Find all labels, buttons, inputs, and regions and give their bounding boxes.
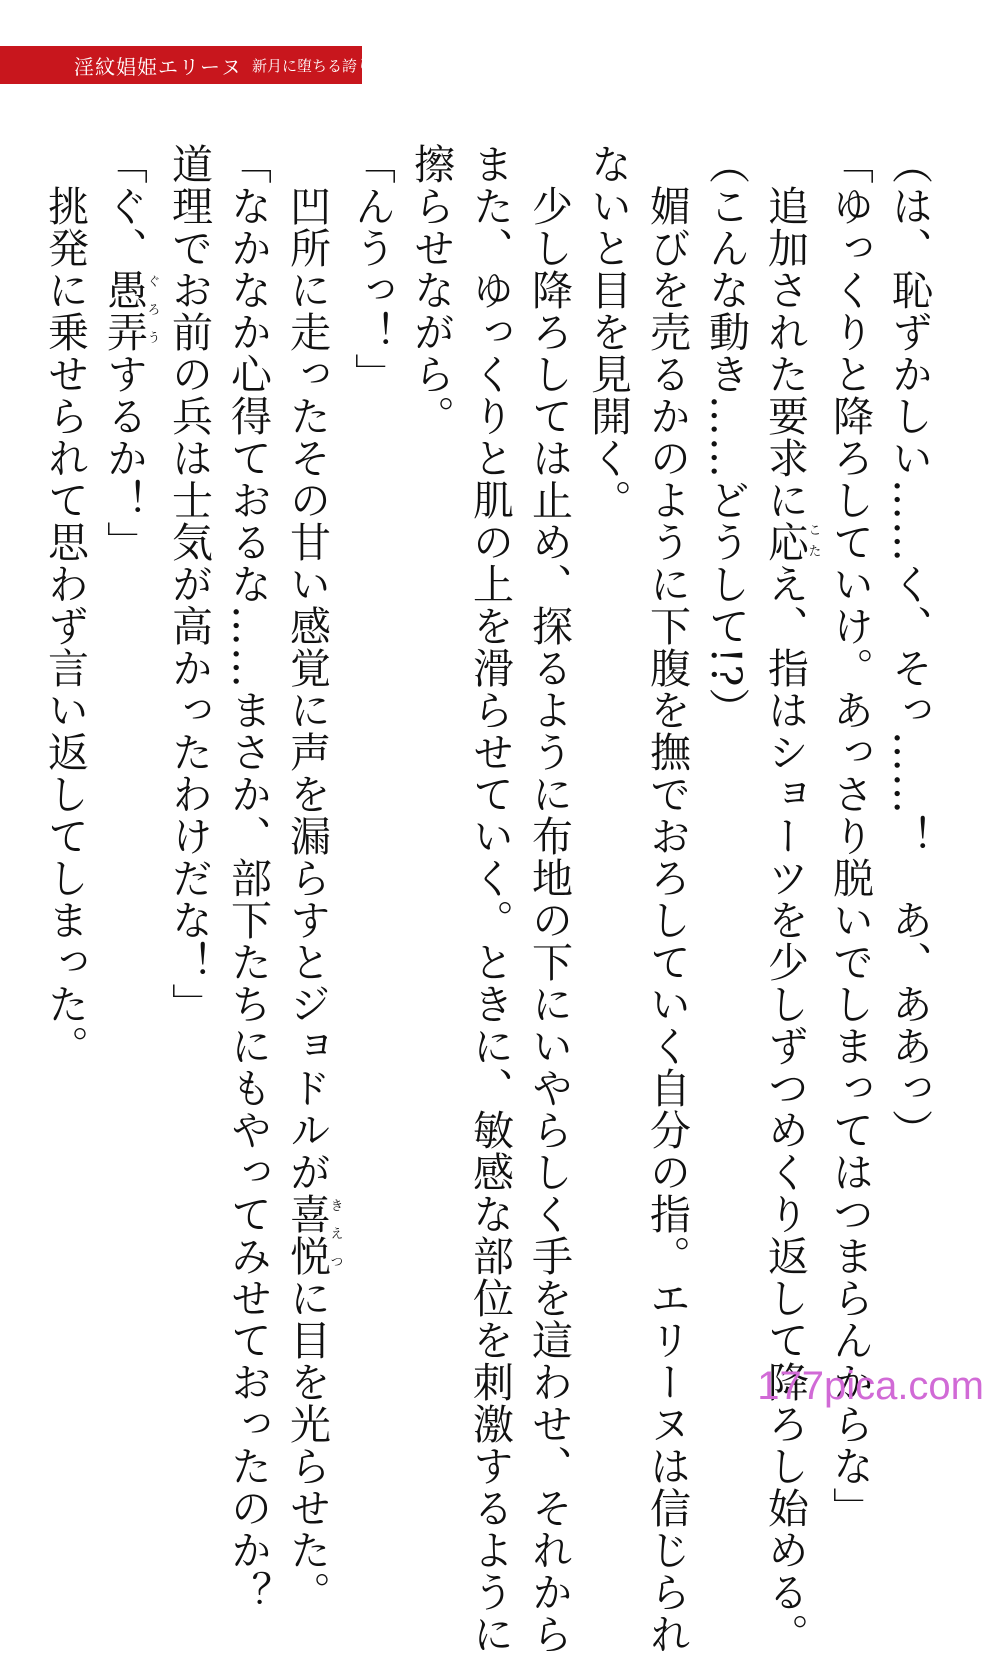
chapter-subtitle: 新月に堕ちる誇り xyxy=(252,56,373,75)
text-segment: （こんな動き……どうして!?） xyxy=(702,143,750,730)
text-segment: 挑発に乗せられて思わず言い返してしまった。 xyxy=(41,143,89,1067)
watermark: 177pica.com xyxy=(757,1364,984,1408)
text-line xyxy=(159,143,218,1383)
text-line xyxy=(35,143,94,1383)
text-line xyxy=(277,143,343,1613)
ruby-base: 愚弄 xyxy=(100,269,148,353)
text-line xyxy=(578,143,637,1383)
text-segment: 「なかなか心得ておるな……まさか、部下たちにもやってみせておったのか？ xyxy=(224,143,272,1613)
text-segment: 凹所に走ったその甘い感覚に声を漏らすとジョドルが xyxy=(283,143,331,1193)
text-segment: 少し降ろしては止め、探るように布地の下にいやらしく手を這わせ、それから xyxy=(525,143,573,1655)
ruby-reading: きえつ xyxy=(327,1193,343,1277)
text-line xyxy=(342,143,401,1383)
text-line xyxy=(94,143,159,1383)
text-segment: 「ゆっくりと降ろしていけ。あっさり脱いでしまってはつまらんからな」 xyxy=(826,143,874,1529)
ruby-reading: ぐろう xyxy=(144,269,160,353)
text-line xyxy=(820,143,879,1529)
text-line xyxy=(637,143,696,1655)
ruby-word xyxy=(761,521,821,563)
text-segment: するか！」 xyxy=(100,353,148,563)
text-line xyxy=(755,143,821,1655)
text-line xyxy=(879,143,938,1383)
text-segment: 「んうっ！」 xyxy=(348,143,396,395)
text-segment: 「ぐ、 xyxy=(100,143,148,269)
ruby-reading: こた xyxy=(805,521,821,563)
text-segment: に目を光らせた。 xyxy=(283,1277,331,1613)
text-segment: 擦らせながら。 xyxy=(407,143,455,437)
text-line xyxy=(696,143,755,1383)
text-segment: （は、恥ずかしい……く、そっ……！ あ、ああっ） xyxy=(885,143,933,1151)
ruby-base: 応 xyxy=(761,521,809,563)
text-segment: え、指はショーツを少しずつめくり返して降ろし始める。 xyxy=(761,563,809,1655)
ruby-word xyxy=(100,269,160,353)
ruby-base: 喜悦 xyxy=(283,1193,331,1277)
text-segment: ないと目を見開く。 xyxy=(584,143,632,521)
text-segment: また、ゆっくりと肌の上を滑らせていく。ときに、敏感な部位を刺激するように xyxy=(466,143,514,1655)
header-band xyxy=(0,46,373,84)
text-segment: 媚びを売るかのように下腹を撫でおろしていく自分の指。エリーヌは信じられ xyxy=(643,143,691,1655)
text-line xyxy=(519,143,578,1655)
text-segment: 追加された要求に xyxy=(761,143,809,521)
book-title: 淫紋娼姫エリーヌ xyxy=(74,54,242,79)
text-line xyxy=(218,143,277,1613)
text-line xyxy=(460,143,519,1655)
ruby-word xyxy=(283,1193,343,1277)
text-line xyxy=(401,143,460,1383)
text-segment: 道理でお前の兵は士気が高かったわけだな！」 xyxy=(165,143,213,1025)
